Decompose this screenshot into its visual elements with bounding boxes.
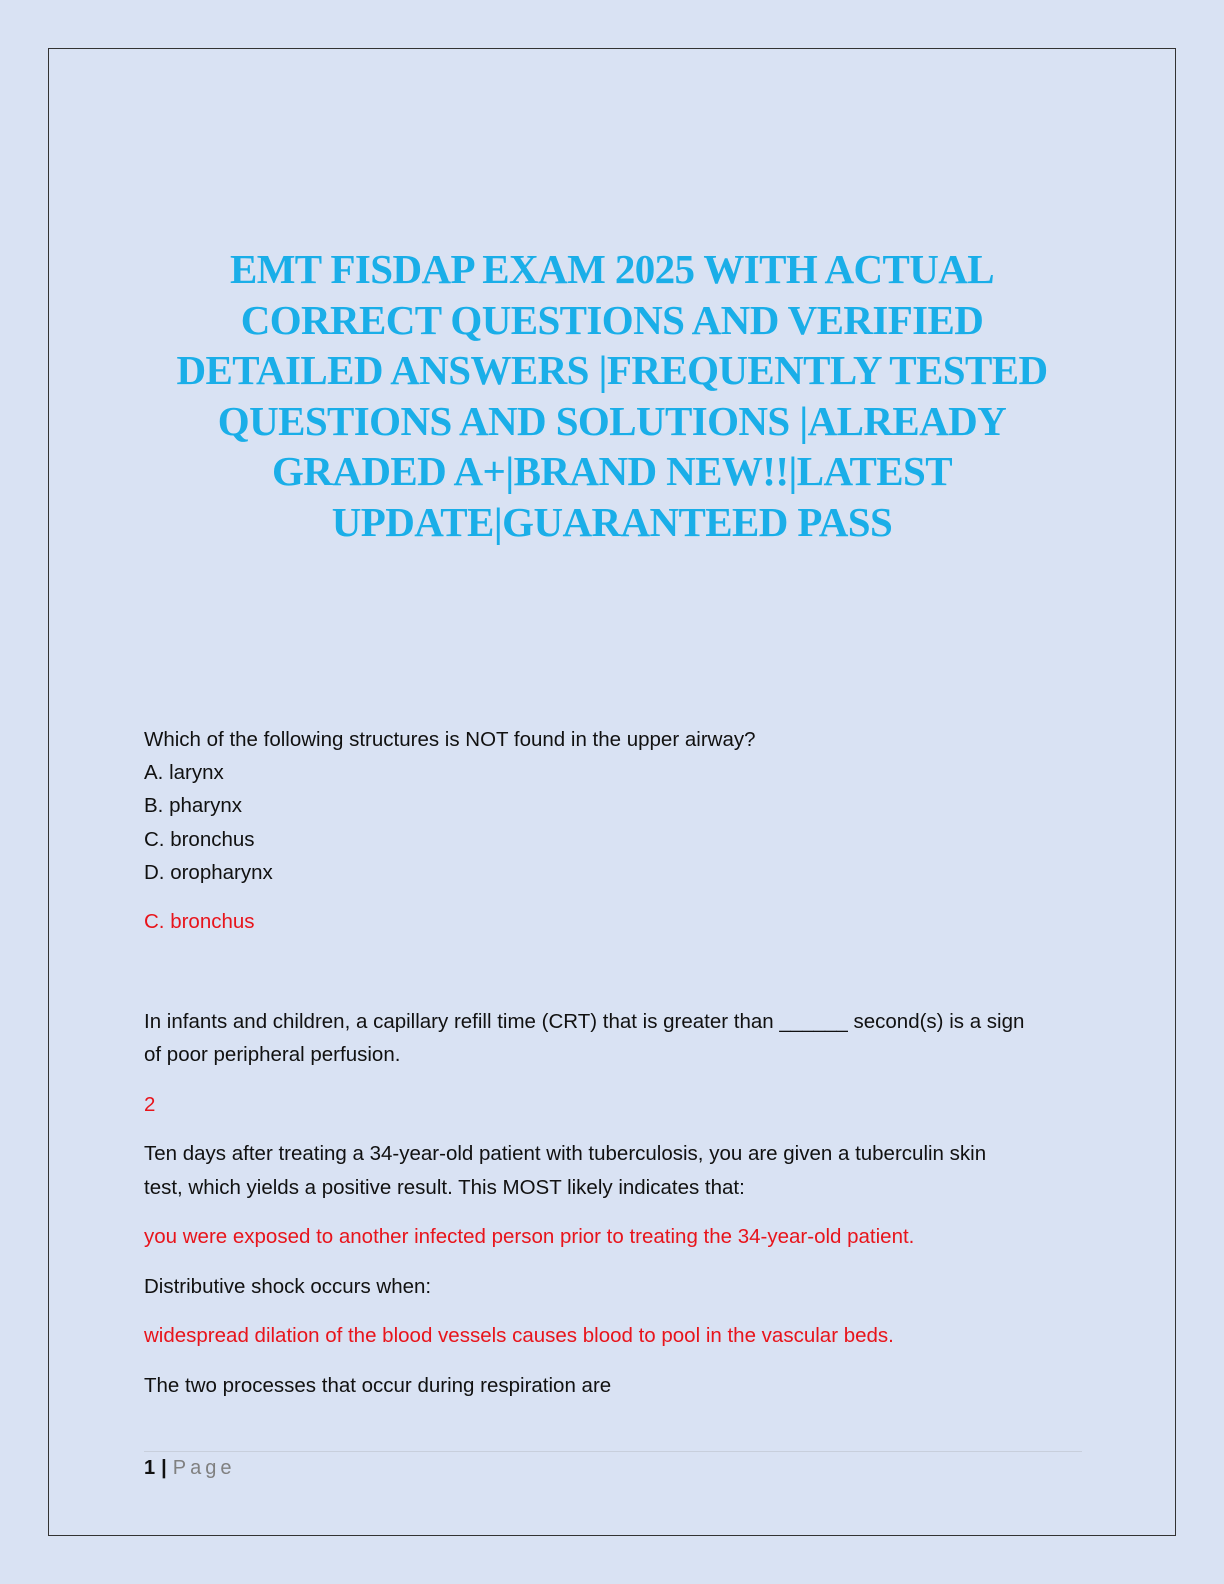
question-3-text-line-1: Ten days after treating a 34-year-old patient with tuberculosis, you are given a tuberculin skin — [144, 1142, 987, 1165]
question-2-text-line-2: of poor peripheral perfusion. — [144, 1043, 401, 1066]
page-label: Page — [172, 1457, 236, 1479]
question-1-option-a: A. larynx — [144, 761, 224, 784]
question-5-text: The two processes that occur during respiration are — [144, 1374, 612, 1397]
question-1-text: Which of the following structures is NOT found in the upper airway? — [144, 728, 756, 751]
question-1-option-b: B. pharynx — [144, 794, 242, 817]
page-number: 1 — [144, 1457, 156, 1479]
title-line: GRADED A+|BRAND NEW!!|LATEST — [272, 448, 952, 494]
title-line: QUESTIONS AND SOLUTIONS |ALREADY — [217, 397, 1007, 444]
question-3-text-line-2: test, which yields a positive result. This MOST likely indicates that: — [144, 1176, 745, 1199]
question-1-option-d: D. oropharynx — [144, 861, 273, 884]
question-2-answer: 2 — [144, 1093, 156, 1116]
question-4-answer: widespread dilation of the blood vessels causes blood to pool in the vascular beds. — [144, 1324, 894, 1347]
title-line: CORRECT QUESTIONS AND VERIFIED — [240, 296, 984, 343]
footer-separator: | — [161, 1457, 167, 1479]
question-2-text-line-1: In infants and children, a capillary refill time (CRT) that is greater than ______ second(s) is a sign — [144, 1010, 1025, 1033]
page-footer — [144, 1455, 235, 1481]
question-3-answer: you were exposed to another infected person prior to treating the 34-year-old patient. — [144, 1225, 915, 1248]
document-title — [140, 244, 1084, 547]
question-1-option-c: C. bronchus — [144, 828, 255, 851]
title-line: DETAILED ANSWERS |FREQUENTLY TESTED — [176, 347, 1048, 393]
title-line: UPDATE|GUARANTEED PASS — [331, 498, 893, 545]
question-4-text: Distributive shock occurs when: — [144, 1275, 432, 1298]
question-1-answer: C. bronchus — [144, 910, 255, 933]
footer-divider — [144, 1451, 1082, 1452]
title-line: EMT FISDAP EXAM 2025 WITH ACTUAL — [229, 246, 995, 292]
